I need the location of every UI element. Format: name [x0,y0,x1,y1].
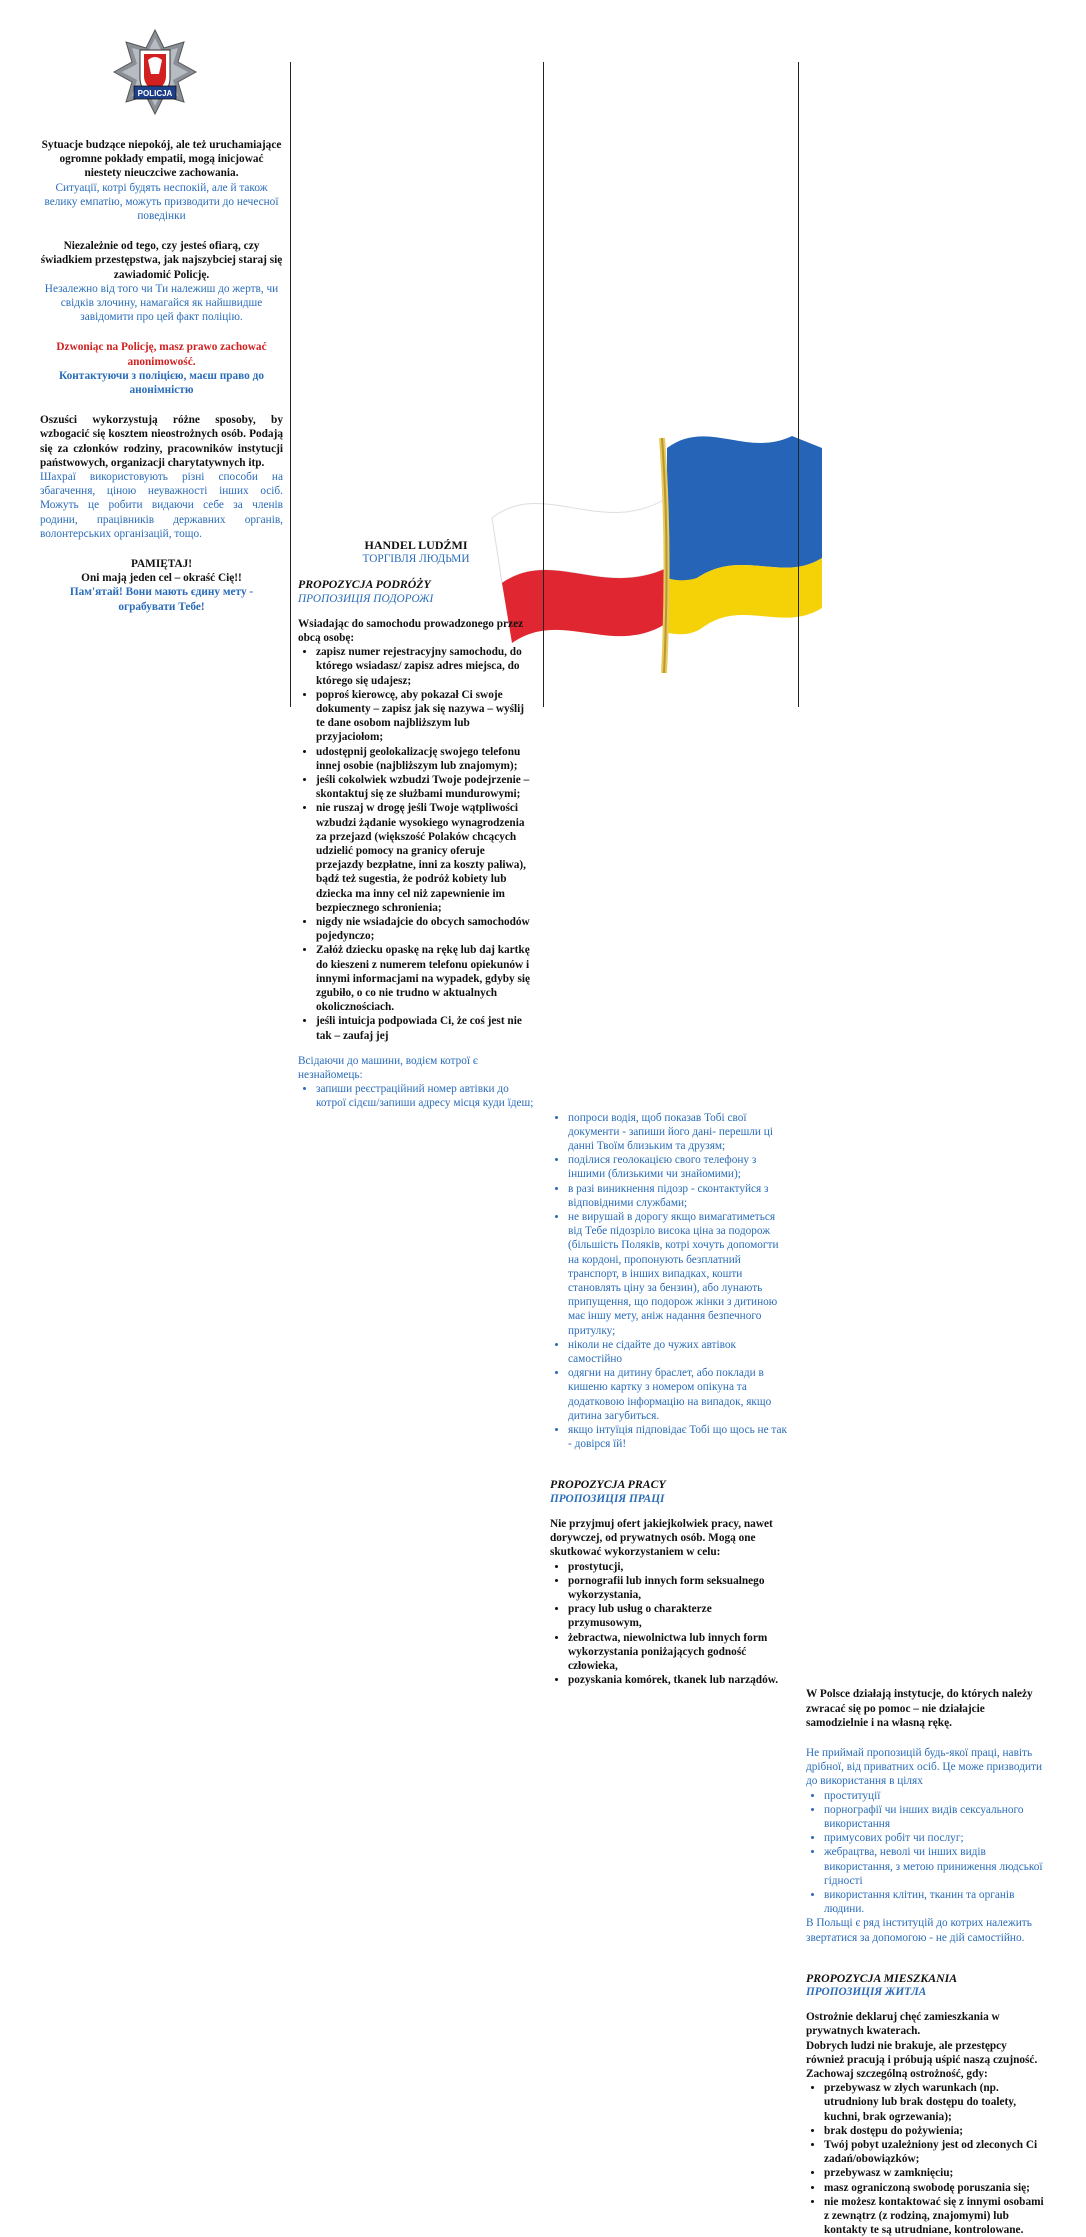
list-item: • zapisz numer rejestracyjny samochodu, do którego wsiadasz/ zapisz adres miejsca, do którego się udajesz; [316,645,534,688]
list-item: • примусових робіт чи послуг; [824,1831,1046,1845]
list-item: • poproś kierowcę, aby pokazał Ci swoje dokumenty – zapisz jak się nazywa – wyślij te dane osobom najbliższym lub przyjaciołom; [316,688,534,745]
fraudsters-pl: Oszuści wykorzystują różne sposoby, by wzbogacić się kosztem nieostrożnych osób. Podają się za członków rodziny, pracowników instytucji państwowych, organizacji charytatywnych itp. [40,414,283,469]
institutions-pl: W Polsce działają instytucje, do których należy zwracać się po pomoc – nie działajcie samodzielnie i na własną rękę. [806,1688,1033,1729]
column-divider [798,62,799,707]
institutions-ua: В Польщі є ряд інституцій до котрих належить звертатися за допомогою - не дій самостійно. [806,1917,1032,1944]
remember-text-pl: Oni mają jeden cel – okraść Cię!! [81,572,242,585]
section-travel-pl: PROPOZYCJA PODRÓŻY [298,577,431,592]
list-item: • udostępnij geolokalizację swojego telefonu innej osobie (najbliższym lub znajomym); [316,745,534,773]
list-item: • поділися геолокацією свого телефону з іншими (близькими чи знайомими); [568,1153,787,1181]
work-list-pl [550,1560,787,1688]
travel-intro-pl: Wsiadając do samochodu prowadzonego przez obcą osobę: [298,617,524,644]
housing-list-pl [806,2081,1046,2237]
section-housing-pl: PROPOZYCJA MIESZKANIA [806,1970,958,1985]
list-item: • pozyskania komórek, tkanek lub narządów. [568,1673,787,1687]
list-item: • в разі виникнення підозр - сконтактуйся з відповідними службами; [568,1182,787,1210]
column-divider [290,62,291,707]
column-4 [806,1687,1046,2237]
work-intro-ua: Не приймай пропозицій будь-якої праці, навіть дрібної, від приватних осіб. Це може призводити до використання в цілях [806,1746,1042,1788]
travel-list-ua [298,1082,534,1110]
list-item: • jeśli intuicja podpowiada Ci, że coś jest nie tak – zaufaj jej [316,1014,534,1042]
column-1 [40,138,283,614]
list-item: • brak dostępu do pożywienia; [824,2124,1046,2138]
list-item: • запиши реєстраційний номер автівки до котрої сідєш/запиши адресу місця куди їдеш; [316,1082,534,1110]
title-ua: ТОРГІВЛЯ ЛЮДЬМИ [362,553,470,566]
housing-text-3: Zachowaj szczególną ostrożność, gdy: [806,2068,988,2080]
housing-text-2: Dobrych ludzi nie brakuje, ale przestępcy również pracują i próbują uśpić naszą czujność. [806,2039,1038,2066]
list-item: • pracy lub usług o charakterze przymusowym, [568,1602,787,1630]
column-divider [543,62,544,707]
title-pl: HANDEL LUDŹMI [364,537,468,552]
section-work-ua: ПРОПОЗИЦІЯ ПРАЦІ [550,1492,665,1505]
list-item: • nie ruszaj w drogę jeśli Twoje wątpliwości wzbudzi żądanie wysokiego wynagrodzenia za przejazd (większość Polaków chcących udzielić pomocy na granicy oferuje przejazdy bezpłatne, inni za koszty paliwa), bądź też sugestia, że podróż kobiety lub dziecka ma inny cel niż zapewnienie im bezpiecznego schronienia; [316,801,534,915]
notify-police-ua: Незалежно від того чи Ти належиш до жертв, чи свідків злочину, намагайся як найшвидше завідомити про цей факт поліцію. [44,282,279,324]
list-item: • nie możesz kontaktować się z innymi osobami z zewnątrz (z rodziną, znajomymi) lub kontakty te są utrudniane, kontrolowane. [824,2195,1046,2237]
section-work-pl: PROPOZYCJA PRACY [550,1477,666,1492]
section-housing-ua: ПРОПОЗИЦІЯ ЖИТЛА [806,1985,927,1998]
list-item: • żebractwa, niewolnictwa lub innych form wykorzystania poniżających godność człowieka, [568,1631,787,1674]
list-item: • Załóż dziecku opaskę na rękę lub daj kartkę do kieszeni z numerem telefonu opiekunów i innymi informacjami na wypadek, gdyby się zgubiło, o co nie trudno w aktualnych okolicznościach. [316,943,534,1014]
section-travel-ua: ПРОПОЗИЦІЯ ПОДОРОЖІ [298,592,434,605]
remember-text-ua: Пам'ятай! Вони мають єдину мету - ограбувати Тебе! [69,586,254,613]
flags-illustration [492,418,822,678]
travel-list-pl [298,645,534,1043]
housing-text-1: Ostrożnie deklaruj chęć zamieszkania w prywatnych kwaterach. [806,2011,1000,2038]
list-item: • одягни на дитину браслет, або поклади в кишеню картку з номером опікуна та додатковою інформацію на випадок, якщо дитина загубиться. [568,1366,787,1423]
list-item: • ніколи не сідайте до чужих автівок самостійно [568,1338,787,1366]
remember-heading: PAMIĘTAJ! [130,558,193,571]
work-intro-pl: Nie przyjmuj ofert jakiejkolwiek pracy, nawet dorywczej, od prywatnych osób. Mogą one skutkować wykorzystaniem w celu: [550,1517,773,1559]
intro-text-pl: Sytuacje budzące niepokój, ale też uruchamiające ogromne pokłady empatii, mogą inicjować niestety nieuczciwe zachowania. [41,139,282,180]
fraudsters-ua: Шахраї використовують різні способи на збагачення, ціною неуважності інших осіб. Можуть це робити видаючи себе за членів родини, працівників державних органів, волонтерських організацій, тощо. [40,471,283,540]
list-item: • Twój pobyt uzależniony jest od zleconych Ci zadań/obowiązków; [824,2138,1046,2166]
travel-intro-ua: Вcідаючи до машини, водієм котрої є незнайомець: [298,1054,478,1081]
work-list-ua [806,1789,1046,1917]
list-item: • przebywasz w zamknięciu; [824,2166,1046,2180]
list-item: • якщо інтуїція підповідає Тобі що щось не так - довірся їй! [568,1423,787,1451]
anonymity-ua: Контактуючи з поліцією, маєш право до анонімністю [58,369,265,397]
list-item: • порнографії чи інших видів сексуального використання [824,1803,1046,1831]
list-item: • nigdy nie wsiadajcie do obcych samochodów pojedynczo; [316,915,534,943]
list-item: • проституції [824,1789,1046,1803]
list-item: • przebywasz w złych warunkach (np. utrudniony lub brak dostępu do toalety, kuchni, brak ogrzewania); [824,2081,1046,2124]
column-2 [298,538,534,1111]
logo-text: POLICJA [137,89,173,98]
intro-text-ua: Ситуації, котрі будять неспокій, але й також велику емпатію, можуть призводити до нечесної поведінки [44,181,279,223]
list-item: • попроси водія, щоб показав Тобі свої документи - запиши його дані- перешли ці данні Твоїм близьким та друзям; [568,1111,787,1154]
list-item: • jeśli cokolwiek wzbudzi Twoje podejrzenie – skontaktuj się ze służbami mundurowymi; [316,773,534,801]
list-item: • prostytucji, [568,1560,787,1574]
list-item: • masz ograniczoną swobodę poruszania się; [824,2181,1046,2195]
list-item: • pornografii lub innych form seksualnego wykorzystania, [568,1574,787,1602]
travel-list-ua-cont [550,1111,787,1452]
police-logo-icon [112,28,198,124]
list-item: • використання клітин, тканин та органів людини. [824,1888,1046,1916]
anonymity-pl: Dzwoniąc na Policję, masz prawo zachować anonimowość. [56,341,267,368]
list-item: • жебрацтва, неволі чи інших видів використання, з метою приниження людської гідності [824,1845,1046,1888]
list-item: • не вирушай в дорогу якщо вимагатиметься від Тебе підозріло висока ціна за подорож (більшість Поляків, котрі хочуть допомогти на кордоні, пропонують безплатний транспорт, в інших випадках, кошти становлять ціну за бензин), або лунають припущення, що подорож жінки з дитиною має іншу мету, аніж надання безпечного притулку; [568,1210,787,1338]
column-3 [550,1111,787,1688]
notify-police-pl: Niezależnie od tego, czy jesteś ofiarą, czy świadkiem przestępstwa, jak najszybciej staraj się zawiadomić Policję. [40,240,283,281]
